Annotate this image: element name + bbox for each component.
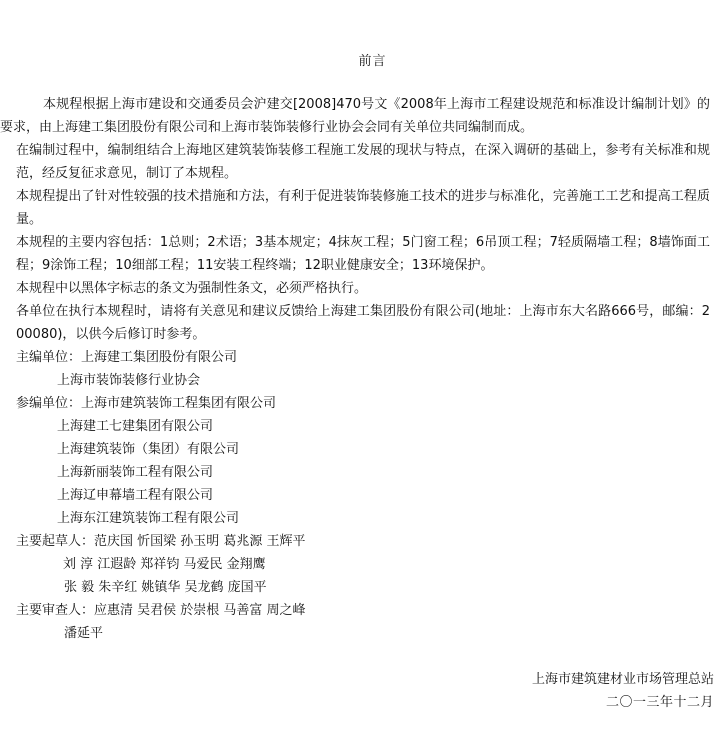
drafter-names: 范庆国 忻国梁 孙玉明 葛兆源 王辉平 xyxy=(94,534,306,549)
participating-unit-row xyxy=(16,415,716,438)
drafters-row xyxy=(16,530,716,553)
drafter-names: 张 毅 朱辛红 姚镇华 吴龙鹤 庞国平 xyxy=(64,580,267,595)
paragraph-feedback: 各单位在执行本规程时，请将有关意见和建议反馈给上海建工集团股份有限公司(地址：上海市东大名路666号，邮编：200080)，以供今后修订时参考。 xyxy=(16,304,710,342)
drafters-label: 主要起草人： xyxy=(16,534,95,549)
chief-units-row xyxy=(16,346,716,369)
chief-unit: 上海建工集团股份有限公司 xyxy=(81,350,238,365)
chief-units-label: 主编单位： xyxy=(16,350,82,365)
participating-unit: 上海建筑装饰（集团）有限公司 xyxy=(57,442,240,457)
reviewers-label: 主要审查人： xyxy=(16,603,95,618)
document-title: 前言 xyxy=(358,54,387,69)
participating-unit: 上海建工七建集团有限公司 xyxy=(57,419,214,434)
participating-unit: 上海新丽装饰工程有限公司 xyxy=(57,465,214,480)
participating-unit-row xyxy=(16,461,716,484)
issue-date: 二〇一三年十二月 xyxy=(605,695,714,710)
participating-units-row xyxy=(16,392,716,415)
paragraph-basis: 本规程根据上海市建设和交通委员会沪建交[2008]470号文《2008年上海市工程建设规范和标准设计编制计划》的要求，由上海建工集团股份有限公司和上海市装饰装修行业协会会同有关单位共同编制而成。 xyxy=(0,97,710,135)
credits-list xyxy=(16,346,716,645)
paragraph-mandatory: 本规程中以黑体字标志的条文为强制性条文，必须严格执行。 xyxy=(16,281,368,296)
paragraph-measures: 本规程提出了针对性较强的技术措施和方法，有利于促进装饰装修施工技术的进步与标准化，完善施工工艺和提高工程质量。 xyxy=(16,189,710,227)
preface-body xyxy=(0,93,710,346)
participating-unit-row xyxy=(16,507,716,530)
chief-unit-row xyxy=(16,369,716,392)
reviewers-row xyxy=(16,622,716,645)
drafter-names: 刘 淳 江遐龄 郑祥钧 马爱民 金翔鹰 xyxy=(63,557,266,572)
issuer: 上海市建筑建材业市场管理总站 xyxy=(531,672,714,687)
reviewer-names: 应惠清 吴君侯 於崇根 马善富 周之峰 xyxy=(94,603,306,618)
participating-unit: 上海市建筑装饰工程集团有限公司 xyxy=(81,396,277,411)
chief-unit: 上海市装饰装修行业协会 xyxy=(57,373,201,388)
participating-unit-row xyxy=(16,484,716,507)
reviewer-names: 潘延平 xyxy=(64,626,104,641)
drafters-row xyxy=(16,553,716,576)
participating-unit: 上海辽申幕墙工程有限公司 xyxy=(57,488,214,503)
drafters-row xyxy=(16,576,716,599)
paragraph-contents: 本规程的主要内容包括：1总则；2术语；3基本规定；4抹灰工程；5门窗工程；6吊顶工程；7轻质隔墙工程；8墙饰面工程；9涂饰工程；10细部工程；11安装工程终端；12职业健康安全；13环境保护。 xyxy=(16,235,710,273)
participating-unit-row xyxy=(16,438,716,461)
participating-units-label: 参编单位： xyxy=(16,396,82,411)
participating-unit: 上海东江建筑装饰工程有限公司 xyxy=(57,511,240,526)
paragraph-process: 在编制过程中，编制组结合上海地区建筑装饰装修工程施工发展的现状与特点，在深入调研的基础上，参考有关标准和规范，经反复征求意见，制订了本规程。 xyxy=(16,143,710,181)
reviewers-row xyxy=(16,599,716,622)
